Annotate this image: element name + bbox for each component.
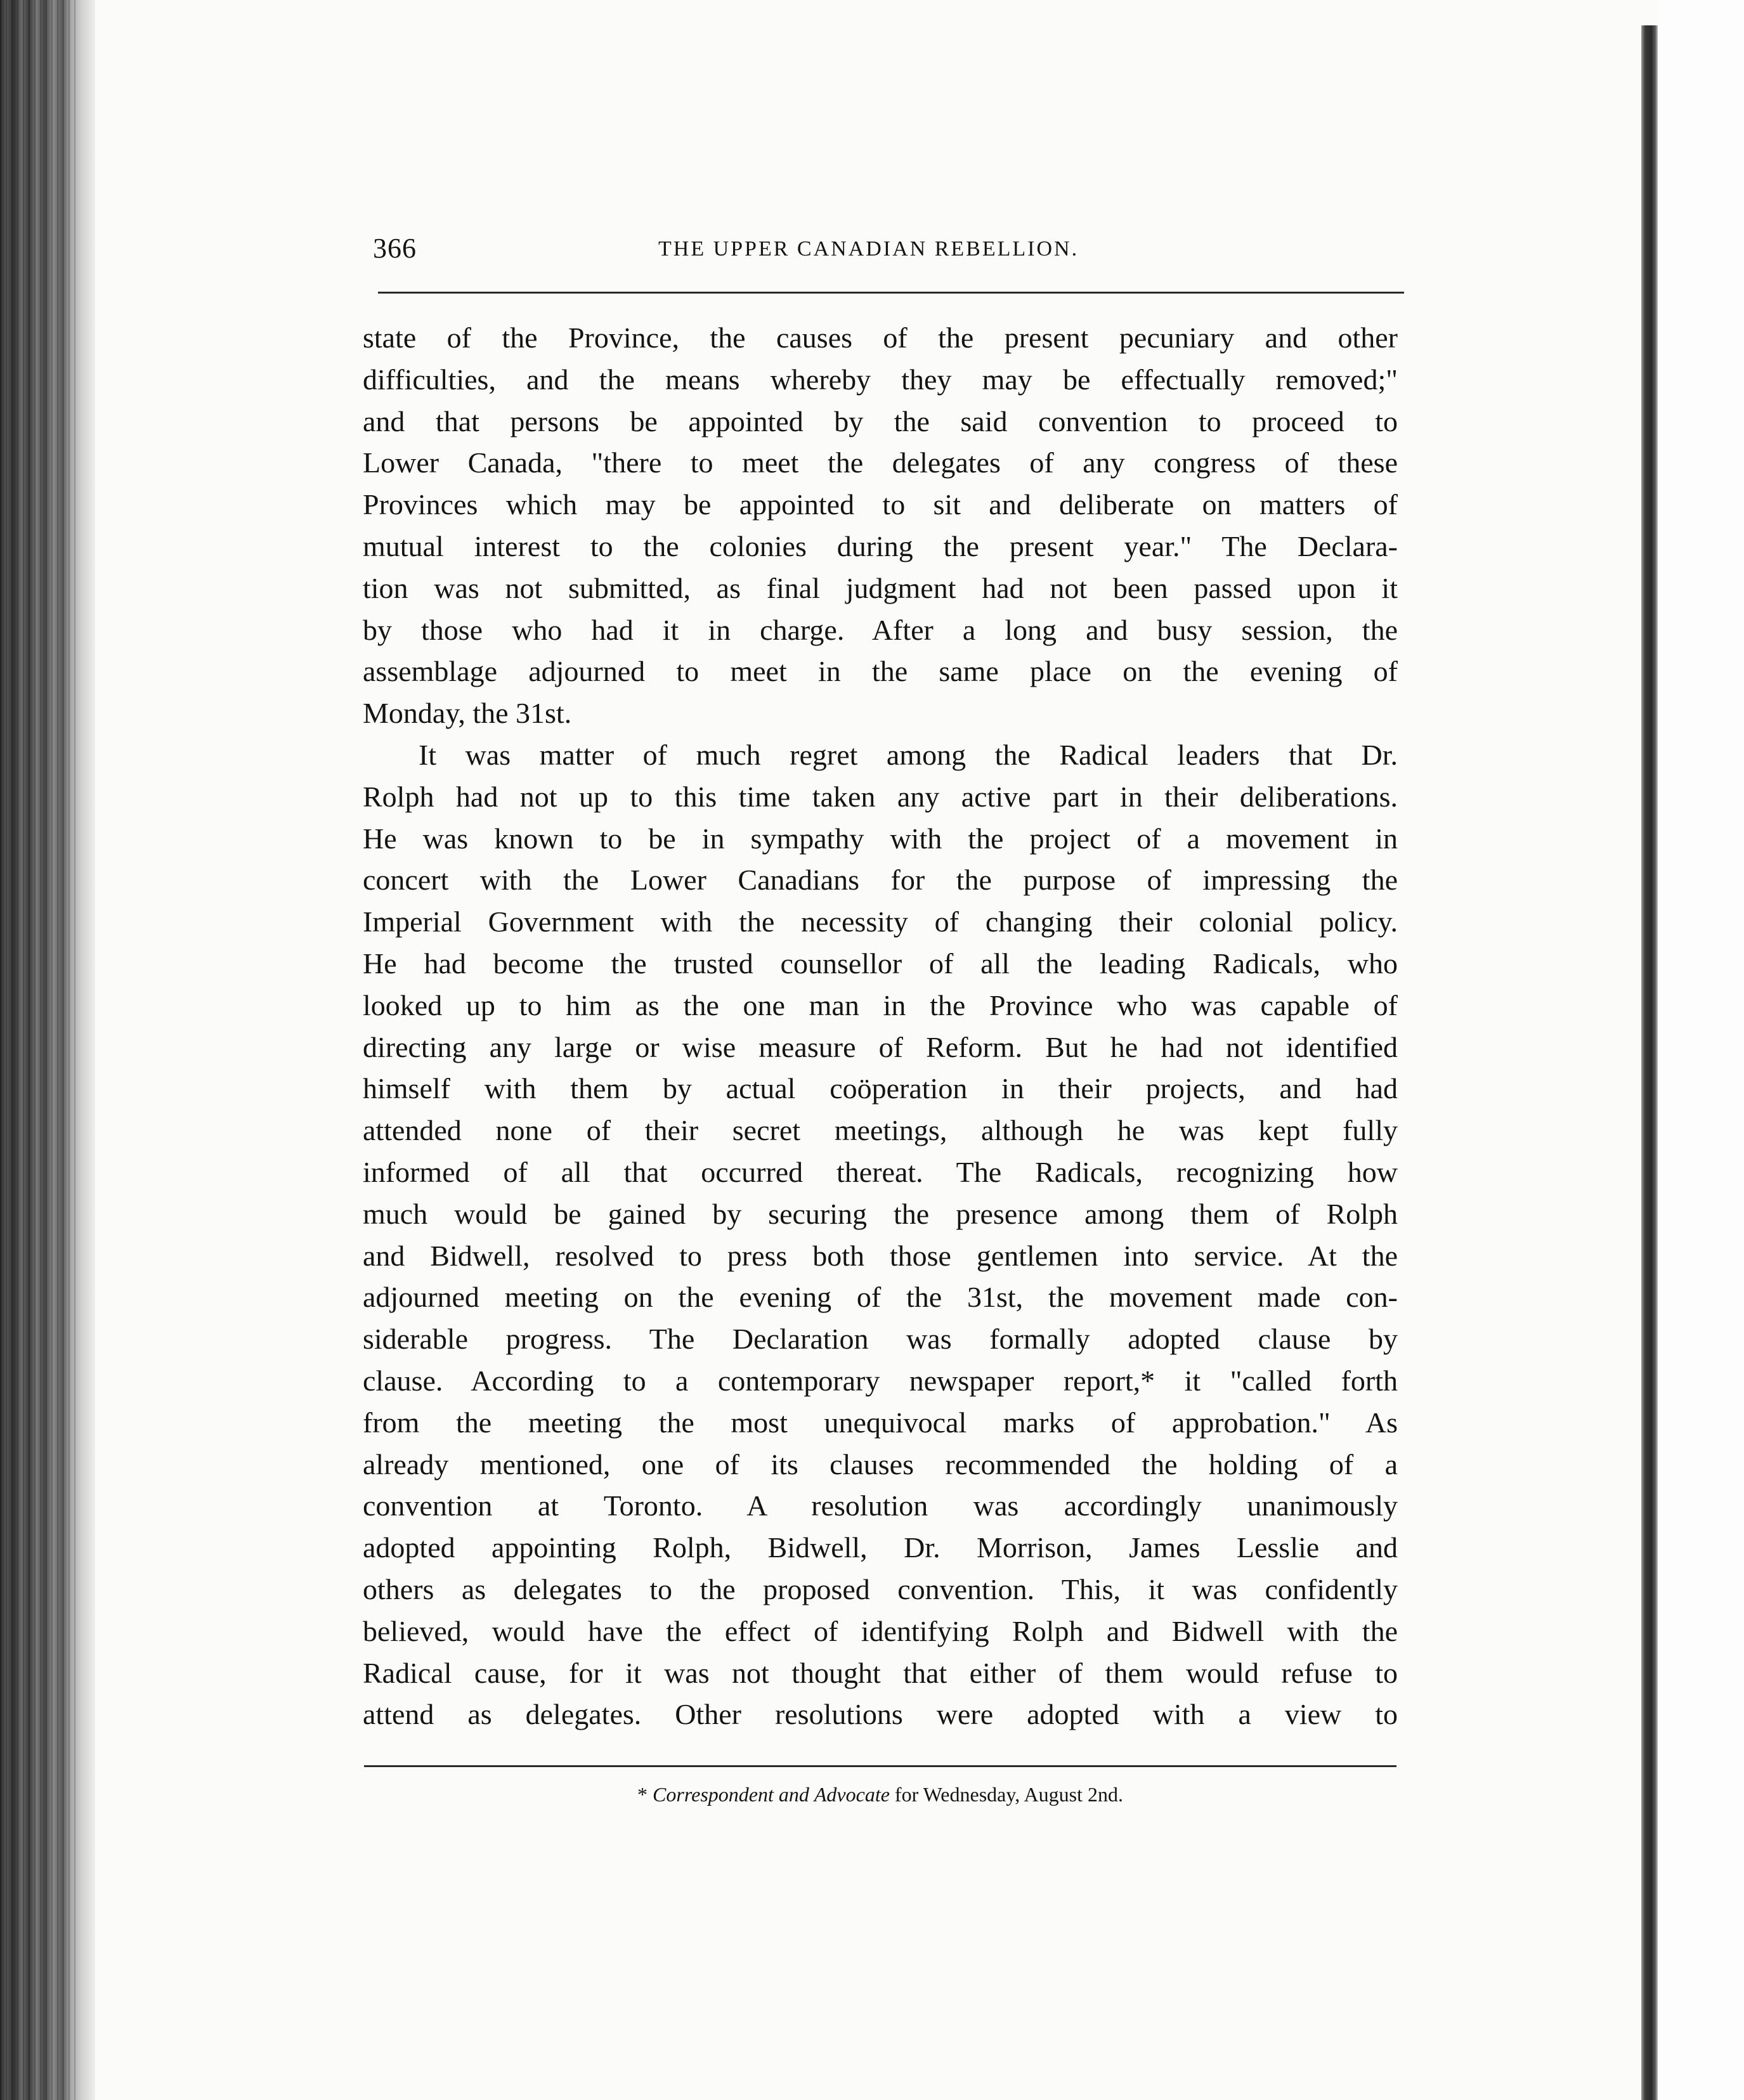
text-line: adjourned meeting on the evening of the 31st, the movement made con- (363, 1281, 1398, 1314)
text-line: informed of all that occurred thereat. The Radicals, recognizing how (363, 1155, 1398, 1188)
header-rule (378, 292, 1404, 294)
text-line: mutual interest to the colonies during the present year." The Declara- (363, 529, 1398, 562)
text-line: much would be gained by securing the presence among them of Rolph (363, 1197, 1398, 1230)
text-line: clause. According to a contemporary newspaper report,* it "called forth (363, 1364, 1398, 1397)
text-line: tion was not submitted, as final judgment had not been passed upon it (363, 571, 1398, 604)
text-line: convention at Toronto. A resolution was accordingly unanimously (363, 1489, 1398, 1522)
text-line: and Bidwell, resolved to press both those gentlemen into service. At the (363, 1239, 1398, 1272)
page-edges-texture (0, 0, 76, 2100)
text-line: attend as delegates. Other resolutions were adopted with a view to (363, 1698, 1398, 1731)
text-line: and that persons be appointed by the said convention to proceed to (363, 405, 1398, 438)
text-line: directing any large or wise measure of Reform. But he had not identified (363, 1030, 1398, 1063)
text-line: Imperial Government with the necessity of changing their colonial policy. (363, 905, 1398, 938)
text-line: Lower Canada, "there to meet the delegates of any congress of these (363, 446, 1398, 479)
text-line: attended none of their secret meetings, although he was kept fully (363, 1114, 1398, 1147)
binding-shadow-right (1641, 25, 1658, 2100)
text-line: Rolph had not up to this time taken any active part in their deliberations. (363, 780, 1398, 813)
page-number: 366 (373, 233, 417, 264)
text-line: Radical cause, for it was not thought that either of them would refuse to (363, 1656, 1398, 1689)
text-line: from the meeting the most unequivocal marks of approbation." As (363, 1406, 1398, 1439)
running-title: THE UPPER CANADIAN REBELLION. (658, 237, 1079, 261)
text-line: already mentioned, one of its clauses recommended the holding of a (363, 1448, 1398, 1481)
paragraph-end-line: Monday, the 31st. (363, 697, 572, 730)
text-line: concert with the Lower Canadians for the purpose of impressing the (363, 864, 1398, 897)
text-line: difficulties, and the means whereby they may be effectually removed;" (363, 363, 1398, 396)
text-line: others as delegates to the proposed convention. This, it was confidently (363, 1572, 1398, 1605)
paragraph-start-line: It was matter of much regret among the Radical leaders that Dr. (419, 738, 1398, 771)
footnote-conjunction: and (778, 1783, 809, 1806)
text-line: looked up to him as the one man in the Province who was capable of (363, 988, 1398, 1021)
text-line: state of the Province, the causes of the present pecuniary and other (363, 321, 1398, 354)
body-text (363, 317, 1398, 1735)
footnote-source-1: Correspondent (653, 1783, 774, 1806)
footnote (364, 1783, 1396, 1806)
text-line: He was known to be in sympathy with the project of a movement in (363, 822, 1398, 855)
footnote-marker: * (637, 1783, 648, 1806)
right-margin (1658, 0, 1744, 2100)
text-line: by those who had it in charge. After a long and busy session, the (363, 613, 1398, 646)
text-line: siderable progress. The Declaration was formally adopted clause by (363, 1323, 1398, 1356)
footnote-date: for Wednesday, August 2nd. (894, 1783, 1123, 1806)
text-line: assemblage adjourned to meet in the same place on the evening of (363, 655, 1398, 688)
text-line: himself with them by actual coöperation in their projects, and had (363, 1072, 1398, 1105)
text-line: believed, would have the effect of identifying Rolph and Bidwell with the (363, 1614, 1398, 1647)
footnote-source-2: Advocate (814, 1783, 890, 1806)
footnote-rule (364, 1765, 1396, 1767)
running-head (373, 232, 1404, 264)
text-line: adopted appointing Rolph, Bidwell, Dr. Morrison, James Lesslie and (363, 1531, 1398, 1564)
text-line: Provinces which may be appointed to sit and deliberate on matters of (363, 488, 1398, 521)
text-line: He had become the trusted counsellor of all the leading Radicals, who (363, 947, 1398, 980)
